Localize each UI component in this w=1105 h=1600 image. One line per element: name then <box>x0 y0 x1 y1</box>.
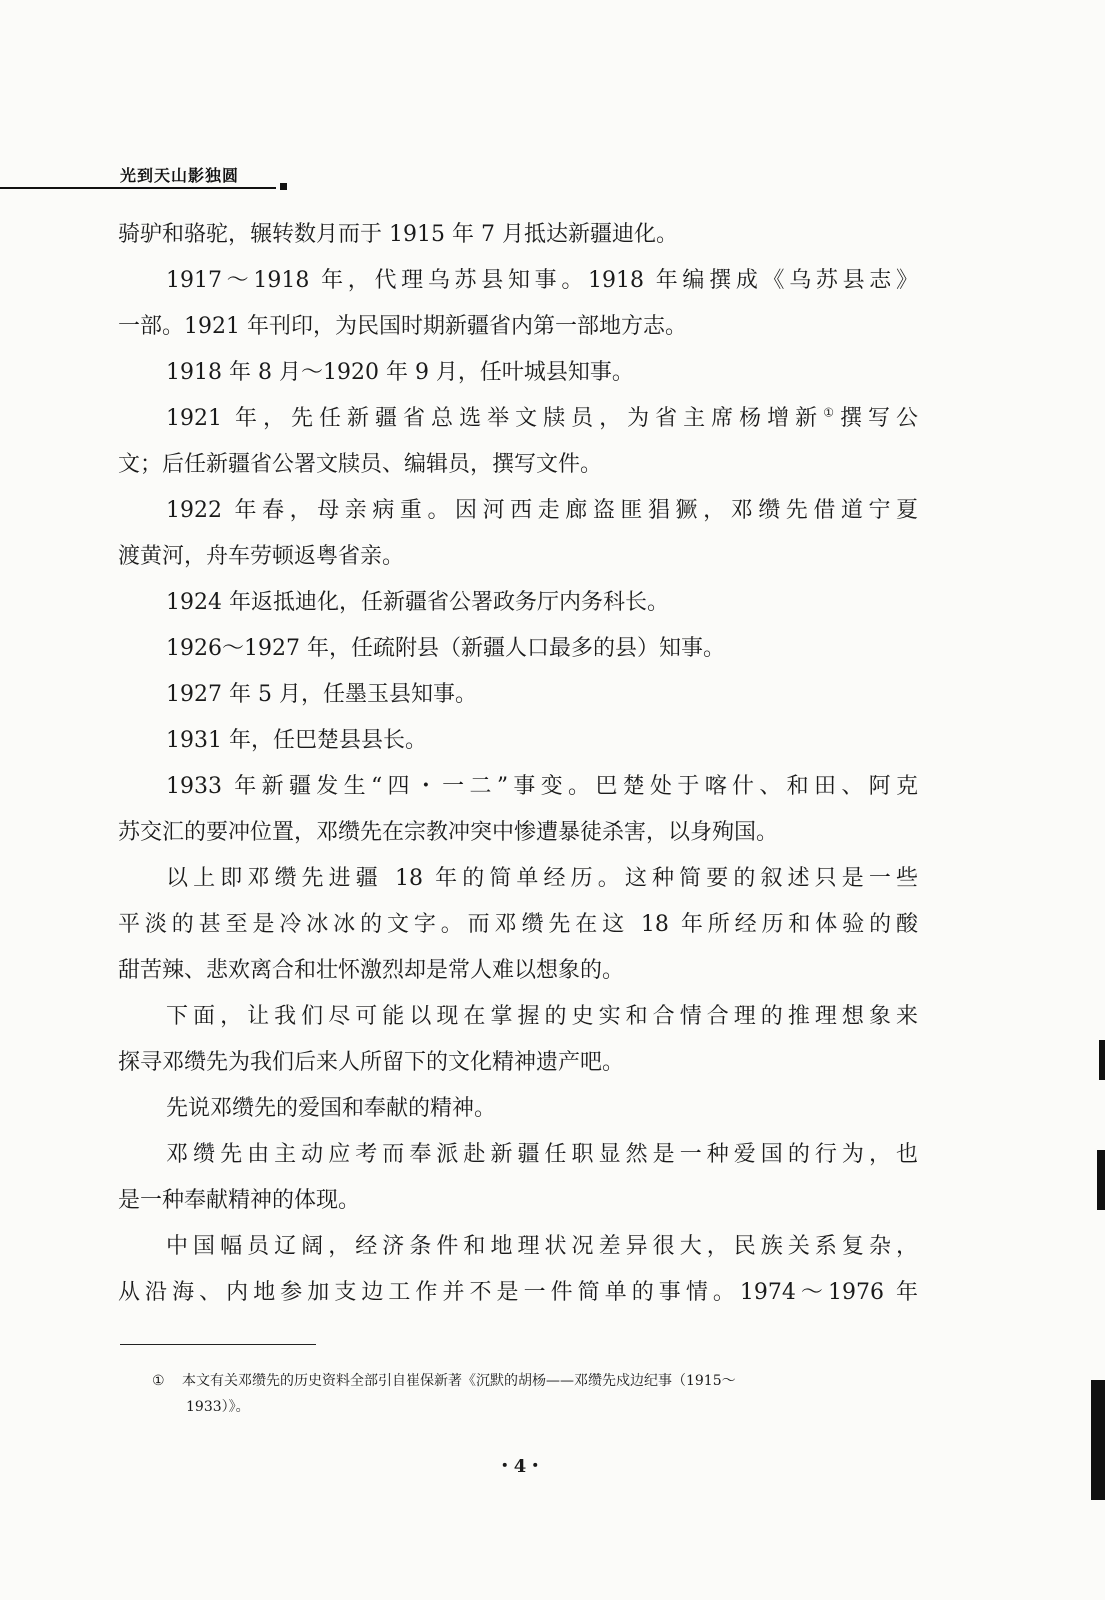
running-head: 光到天山影独圆 <box>120 166 240 185</box>
paragraph-line <box>118 258 918 304</box>
paragraph-line <box>118 764 918 810</box>
line-text: 1917～1918 年，代理乌苏县知事。1918 年编撰成《乌苏县志》 <box>166 268 918 293</box>
footnote-rule <box>120 1344 316 1345</box>
line-text: 1927 年 5 月，任墨玉县知事。 <box>166 682 477 707</box>
line-text: 甜苦辣、悲欢离合和壮怀激烈却是常人难以想象的。 <box>118 958 625 983</box>
line-text: 1931 年，任巴楚县县长。 <box>166 728 427 753</box>
line-text: 1921 年，先任新疆省总选举文牍员，为省主席杨增新 <box>166 406 824 431</box>
line-text: 1924 年返抵迪化，任新疆省公署政务厅内务科长。 <box>166 590 669 615</box>
paragraph-line <box>118 534 918 580</box>
paragraph-line <box>118 810 918 856</box>
paragraph-line <box>118 350 918 396</box>
paragraph-line <box>118 672 918 718</box>
line-text-after: 撰写公 <box>839 406 918 431</box>
paragraph-line <box>118 626 918 672</box>
line-text: 邓缵先由主动应考而奉派赴新疆任职显然是一种爱国的行为，也 <box>166 1142 918 1167</box>
line-text: 以上即邓缵先进疆 18 年的简单经历。这种简要的叙述只是一些 <box>166 866 918 891</box>
paragraph-line <box>118 1132 918 1178</box>
paragraph-line <box>118 212 918 258</box>
paragraph-line <box>118 304 918 350</box>
paragraph-line <box>118 580 918 626</box>
paragraph-line <box>118 718 918 764</box>
paragraph-line <box>118 856 918 902</box>
scan-edge-mark <box>1091 1380 1105 1500</box>
paragraph-line <box>118 948 918 994</box>
line-text: 中国幅员辽阔，经济条件和地理状况差异很大，民族关系复杂， <box>166 1234 918 1259</box>
paragraph-line <box>118 1178 918 1224</box>
paragraph-line <box>118 1270 918 1316</box>
header-rule <box>0 187 276 189</box>
line-text: 1926～1927 年，任疏附县（新疆人口最多的县）知事。 <box>166 636 725 661</box>
line-text: 是一种奉献精神的体现。 <box>118 1188 361 1213</box>
footnote <box>152 1368 922 1420</box>
scan-edge-mark <box>1097 1150 1105 1210</box>
line-text: 1922 年春，母亲病重。因河西走廊盗匪猖獗，邓缵先借道宁夏 <box>166 498 918 523</box>
footnote-line <box>152 1368 922 1394</box>
footnote-reference[interactable]: ① <box>823 405 840 420</box>
line-text: 探寻邓缵先为我们后来人所留下的文化精神遗产吧。 <box>118 1050 625 1075</box>
body-text <box>118 212 918 1316</box>
paragraph-line <box>118 1086 918 1132</box>
page-number: ・4・ <box>495 1456 545 1477</box>
paragraph-line <box>118 1224 918 1270</box>
paragraph-line <box>118 396 918 442</box>
paragraph-line <box>118 442 918 488</box>
line-text: 下面，让我们尽可能以现在掌握的史实和合情合理的推理想象来 <box>166 1004 918 1029</box>
line-text: 1918 年 8 月～1920 年 9 月，任叶城县知事。 <box>166 360 634 385</box>
line-text: 先说邓缵先的爱国和奉献的精神。 <box>166 1096 497 1121</box>
footnote-text-2: 1933）》。 <box>186 1399 250 1415</box>
footnote-text-1: 本文有关邓缵先的历史资料全部引自崔保新著《沉默的胡杨——邓缵先戍边纪事（1915～ <box>182 1373 736 1389</box>
line-text: 1933 年新疆发生“四・一二”事变。巴楚处于喀什、和田、阿克 <box>166 774 918 799</box>
line-text: 一部。1921 年刊印，为民国时期新疆省内第一部地方志。 <box>118 314 687 339</box>
header-square-mark <box>280 183 287 190</box>
line-text: 骑驴和骆驼，辗转数月而于 1915 年 7 月抵达新疆迪化。 <box>118 222 678 247</box>
line-text: 渡黄河，舟车劳顿返粤省亲。 <box>118 544 405 569</box>
paragraph-line <box>118 902 918 948</box>
line-text: 苏交汇的要冲位置，邓缵先在宗教冲突中惨遭暴徒杀害，以身殉国。 <box>118 820 779 845</box>
paragraph-line <box>118 994 918 1040</box>
line-text: 文；后任新疆省公署文牍员、编辑员，撰写文件。 <box>118 452 603 477</box>
footnote-marker: ① <box>152 1373 165 1389</box>
scan-edge-mark <box>1099 1040 1105 1080</box>
paragraph-line <box>118 1040 918 1086</box>
line-text: 从沿海、内地参加支边工作并不是一件简单的事情。1974～1976 年 <box>118 1280 918 1305</box>
paragraph-line <box>118 488 918 534</box>
line-text: 平淡的甚至是冷冰冰的文字。而邓缵先在这 18 年所经历和体验的酸 <box>118 912 918 937</box>
